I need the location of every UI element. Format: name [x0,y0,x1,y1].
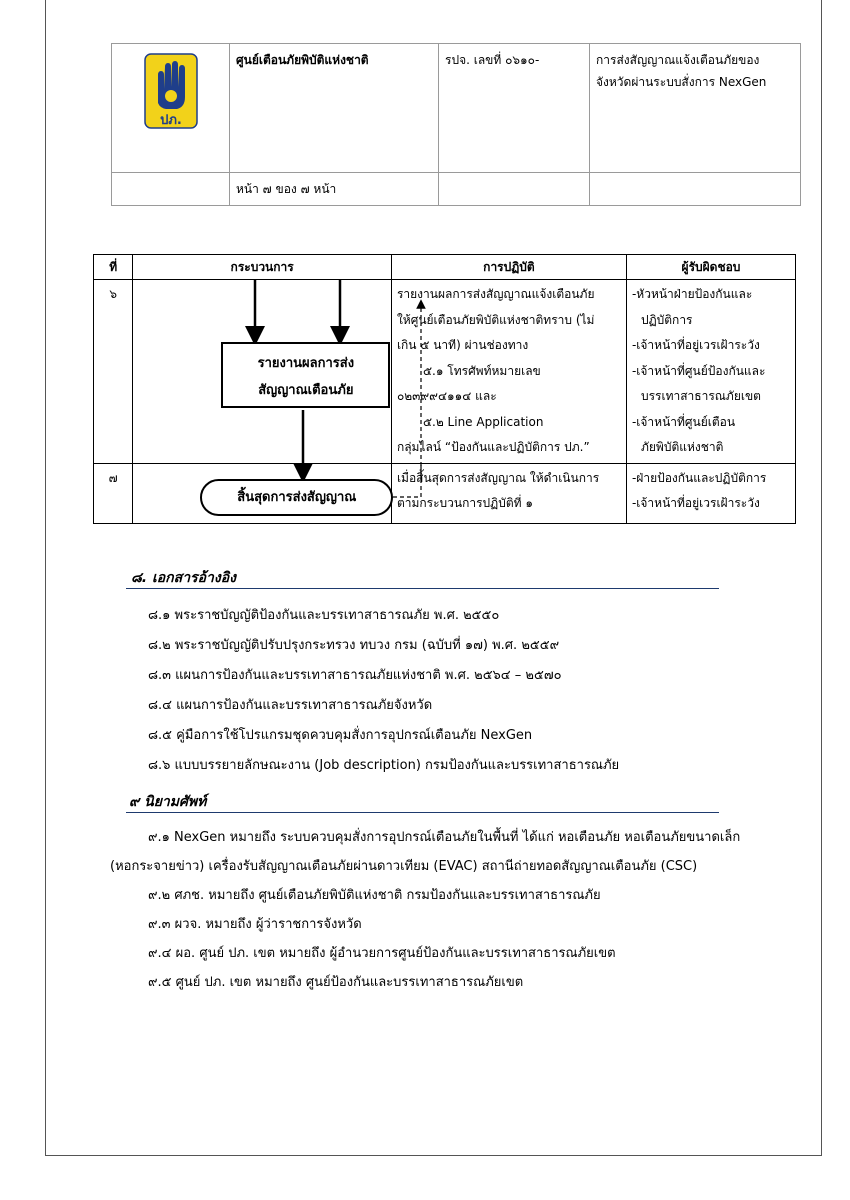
logo-cell [112,44,230,173]
col-header-no: ที่ [94,255,133,280]
action-line: รายงานผลการส่งสัญญาณแจ้งเตือนภัย [396,287,595,301]
flow-cell [133,463,392,523]
flow-cell [133,280,392,464]
responsible-line: -หัวหน้าฝ่ายป้องกันและ [631,287,753,301]
action-line: เมื่อสิ้นสุดการส่งสัญญาณ ให้ดำเนินการ [396,470,600,485]
responsible-cell [626,463,795,523]
definition-5: ๙.๕ ศูนย์ ปภ. เขต หมายถึง ศูนย์ป้องกันและบรรเทาสาธารณภัยเขต [148,975,524,990]
responsible-line: ภัยพิบัติแห่งชาติ [640,440,724,454]
definition-4: ๙.๔ ผอ. ศูนย์ ปภ. เขต หมายถึง ผู้อำนวยการศูนย์ป้องกันและบรรเทาสาธารณภัยเขต [148,946,616,961]
definitions-title: ๙ นิยามศัพท์ [129,794,207,810]
header-empty-cell-2 [439,173,590,206]
logo-text: ปภ. [159,113,182,128]
organization-name: ศูนย์เตือนภัยพิบัติแห่งชาติ [230,44,439,173]
action-line: ๕.๑ โทรศัพท์หมายเลข [422,363,541,378]
flow-box-report [221,342,390,408]
references-title: ๘. เอกสารอ้างอิง [131,570,236,586]
page-frame-bottom [45,1155,822,1156]
page-frame-right [821,0,822,1155]
action-line: เกิน ๕ นาที) ผ่านช่องทาง [396,338,529,352]
action-line: ๐๒๓๙๙๔๑๑๔ และ [396,389,497,403]
action-cell [391,280,626,464]
process-table [93,254,796,524]
definition-2: ๙.๒ ศภช. หมายถึง ศูนย์เตือนภัยพิบัติแห่งชาติ กรมป้องกันและบรรเทาสาธารณภัย [148,888,601,903]
responsible-line: -เจ้าหน้าที่ศูนย์เตือน [631,414,736,429]
responsible-line: บรรเทาสาธารณภัยเขต [640,389,761,403]
col-header-process: กระบวนการ [133,255,392,280]
page-frame-left [45,0,46,1155]
header-table [111,43,801,206]
flow-terminator-end: สิ้นสุดการส่งสัญญาณ [200,479,393,516]
process-table-header [94,255,796,280]
document-title: การส่งสัญญาณแจ้งเตือนภัยของจังหวัดผ่านระบบสั่งการ NexGen [590,44,801,173]
table-row [94,463,796,523]
row-number: ๗ [94,463,133,523]
responsible-line: -ฝ่ายป้องกันและปฏิบัติการ [631,470,767,485]
document-number: รปจ. เลขที่ ๐๖๑๐- [439,44,590,173]
flow-box-line-2: สัญญาณเตือนภัย [258,383,354,398]
definition-1-line-2: (หอกระจายข่าว) เครื่องรับสัญญาณเตือนภัยผ่านดาวเทียม (EVAC) สถานีถ่ายทอดสัญญาณเตือนภัย (CSC) [110,859,698,874]
action-line: ๕.๒ Line Application [422,414,544,429]
header-empty-cell [112,173,230,206]
flow-box-line-1: รายงานผลการส่ง [257,356,355,371]
definition-3: ๙.๓ ผวจ. หมายถึง ผู้ว่าราชการจังหวัด [148,917,362,932]
reference-item: ๘.๓ แผนการป้องกันและบรรเทาสาธารณภัยแห่งชาติ พ.ศ. ๒๕๖๔ – ๒๕๗๐ [148,668,562,683]
responsible-line: -เจ้าหน้าที่ศูนย์ป้องกันและ [631,363,766,378]
action-line: ตามกระบวนการปฏิบัติที่ ๑ [396,496,533,510]
responsible-line: -เจ้าหน้าที่อยู่เวรเฝ้าระวัง [631,496,760,510]
col-header-responsible: ผู้รับผิดชอบ [626,255,795,280]
reference-item: ๘.๖ แบบบรรยายลักษณะงาน (Job description) กรมป้องกันและบรรเทาสาธารณภัย [148,758,620,773]
header-empty-cell-3 [590,173,801,206]
dpm-logo [144,53,198,129]
responsible-cell [626,280,795,464]
action-line: กลุ่มไลน์ “ป้องกันและปฏิบัติการ ปภ.” [396,440,590,454]
reference-item: ๘.๕ คู่มือการใช้โปรแกรมชุดควบคุมสั่งการอุปกรณ์เตือนภัย NexGen [148,728,533,743]
responsible-line: -เจ้าหน้าที่อยู่เวรเฝ้าระวัง [631,338,760,352]
responsible-line: ปฏิบัติการ [640,312,693,327]
definitions-rule [126,812,719,813]
references-rule [126,588,719,589]
reference-item: ๘.๑ พระราชบัญญัติป้องกันและบรรเทาสาธารณภัย พ.ศ. ๒๕๕๐ [148,608,500,623]
table-row [94,280,796,464]
reference-item: ๘.๔ แผนการป้องกันและบรรเทาสาธารณภัยจังหวัด [148,698,433,713]
action-cell [391,463,626,523]
reference-item: ๘.๒ พระราชบัญญัติปรับปรุงกระทรวง ทบวง กรม (ฉบับที่ ๑๗) พ.ศ. ๒๕๕๙ [148,638,560,653]
definition-1-line-1: ๙.๑ NexGen หมายถึง ระบบควบคุมสั่งการอุปกรณ์เตือนภัยในพื้นที่ ได้แก่ หอเตือนภัย หอเตือนภัยขนาดเล็ก [148,830,741,845]
page-info: หน้า ๗ ของ ๗ หน้า [230,173,439,206]
col-header-action: การปฏิบัติ [391,255,626,280]
action-line: ให้ศูนย์เตือนภัยพิบัติแห่งชาติทราบ (ไม่ [396,312,595,327]
row-number: ๖ [94,280,133,464]
